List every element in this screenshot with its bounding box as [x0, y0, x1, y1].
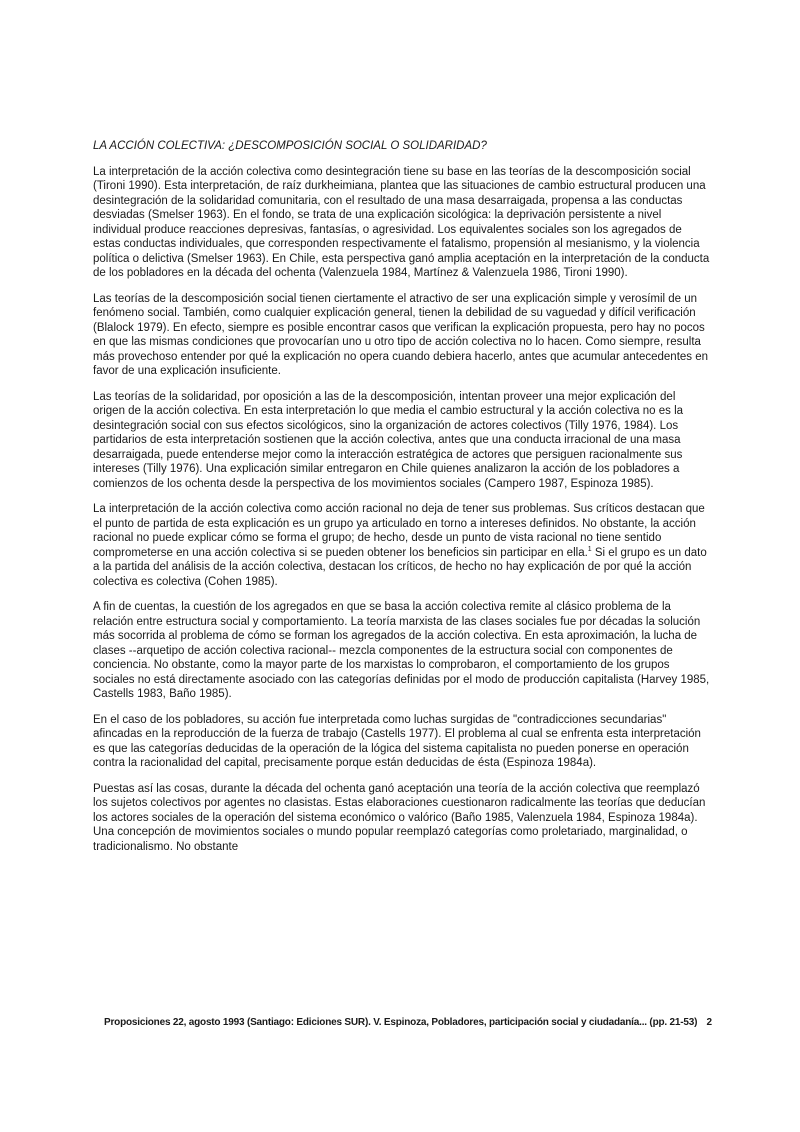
paragraph-1: La interpretación de la acción colectiva como desintegración tiene su base en las teorías de la descomposición social (Tironi 1990). Esta interpretación, de raíz durkheimiana, plantea que las situaciones de cambio estructural producen una desintegración de la solidaridad comunitaria, con el resultado de una masa desarraigada, propensa a las conductas desviadas (Smelser 1963). En el fondo, se trata de una explicación sicológica: la deprivación persistente a nivel individual produce reacciones depresivas, fantasías, o agresividad. Los equivalentes sociales son los agregados de estas conductas individuales, que corresponden respectivamente el fatalismo, propensión al mesianismo, y la violencia política o delictiva (Smelser 1963). En Chile, esta perspectiva ganó amplia aceptación en la interpretación de la conducta de los pobladores en la década del ochenta (Valenzuela 1984, Martínez & Valenzuela 1986, Tironi 1990).	[93, 165, 710, 279]
paragraph-3: Las teorías de la solidaridad, por oposición a las de la descomposición, intentan proveer una mejor explicación del origen de la acción colectiva. En esta interpretación lo que media el cambio estructural y la acción colectiva no es la desintegración social con sus efectos sicológicos, sino la organización de actores colectivos (Tilly 1976, 1984). Los partidarios de esta interpretación sostienen que la acción colectiva, antes que una conducta irracional de una masa desarraigada, puede entenderse mejor como la interacción estratégica de actores que persiguen racionalmente sus intereses (Tilly 1976). Una explicación similar entregaron en Chile quienes analizaron la acción de los pobladores a comienzos de los ochenta desde la perspectiva de los movimientos sociales (Campero 1987, Espinoza 1985).	[93, 390, 684, 490]
paragraph-4-text: La interpretación de la acción colectiva como acción racional no deja de tener sus problemas. Sus críticos destacan que el punto de partida de esta explicación es un grupo ya articulado en torno a intereses definidos. No obstante, la acción racional no puede explicar cómo se forma el grupo; de hecho, desde un punto de vista racional no tiene sentido comprometerse en una acción colectiva si se pueden obtener los beneficios sin participar en ella.	[93, 503, 705, 559]
document-body	[93, 139, 710, 865]
footnote-reference[interactable]: 1	[587, 545, 592, 553]
paragraph-4	[93, 502, 710, 589]
paragraph-5: A fin de cuentas, la cuestión de los agregados en que se basa la acción colectiva remite al clásico problema de la relación entre estructura social y comportamiento. La teoría marxista de las clases sociales fue por décadas la solución más socorrida al problema de cómo se forman los agregados de la acción colectiva. En esta aproximación, la lucha de clases --arquetipo de acción colectiva racional-- mezcla componentes de la estructura social con componentes de conciencia. No obstante, como la mayor parte de los marxistas lo comprobaron, el comportamiento de los grupos sociales no está directamente asociado con las categorías definidas por el modo de producción capitalista (Harvey 1985, Castells 1983, Baño 1985).	[93, 601, 710, 700]
paragraph-4-continuation: Si el grupo es un dato a la partida del análisis de la acción colectiva, destacan los críticos, de hecho no hay explicación de por qué la acción colectiva es colectiva (Cohen 1985).	[93, 546, 707, 588]
page-number: 2	[706, 1017, 712, 1028]
paragraph-6: En el caso de los pobladores, su acción fue interpretada como luchas surgidas de "contradicciones secundarias" afincadas en la reproducción de la fuerza de trabajo (Castells 1977). El problema al cual se enfrenta esta interpretación es que las categorías deducidas de la operación de la lógica del sistema capitalista no pueden ponerse en operación contra la racionalidad del capital, precisamente porque están deducidas de ésta (Espinoza 1984a).	[93, 713, 701, 769]
paragraph-7: Puestas así las cosas, durante la década del ochenta ganó aceptación una teoría de la acción colectiva que reemplazó los sujetos colectivos por agentes no clasistas. Estas elaboraciones cuestionaron radicalmente las teorías que deducían los actores sociales de la operación del sistema económico o valórico (Baño 1985, Valenzuela 1984, Espinoza 1984a). Una concepción de movimientos sociales o mundo popular reemplazó categorías como proletariado, marginalidad, o tradicionalismo. No obstante	[93, 782, 706, 853]
section-heading: LA ACCIÓN COLECTIVA: ¿DESCOMPOSICIÓN SOCIAL O SOLIDARIDAD?	[93, 140, 487, 152]
page-footer	[104, 1017, 712, 1028]
paragraph-2: Las teorías de la descomposición social tienen ciertamente el atractivo de ser una explicación simple y verosímil de un fenómeno social. También, como cualquier explicación general, tienen la debilidad de su vaguedad y difícil verificación (Blalock 1979). En efecto, siempre es posible encontrar casos que verifican la explicación propuesta, pero hay no pocos en que las mismas condiciones que provocarían uno u otro tipo de acción colectiva no lo hacen. Como siempre, resulta más provechoso entender por qué la explicación no opera cuando debiera hacerlo, antes que acumular antecedentes en favor de una explicación insuficiente.	[93, 292, 709, 377]
footer-citation: Proposiciones 22, agosto 1993 (Santiago: Ediciones SUR). V. Espinoza, Pobladores, participación social y ciudadanía... (pp. 21-53)	[104, 1017, 698, 1028]
